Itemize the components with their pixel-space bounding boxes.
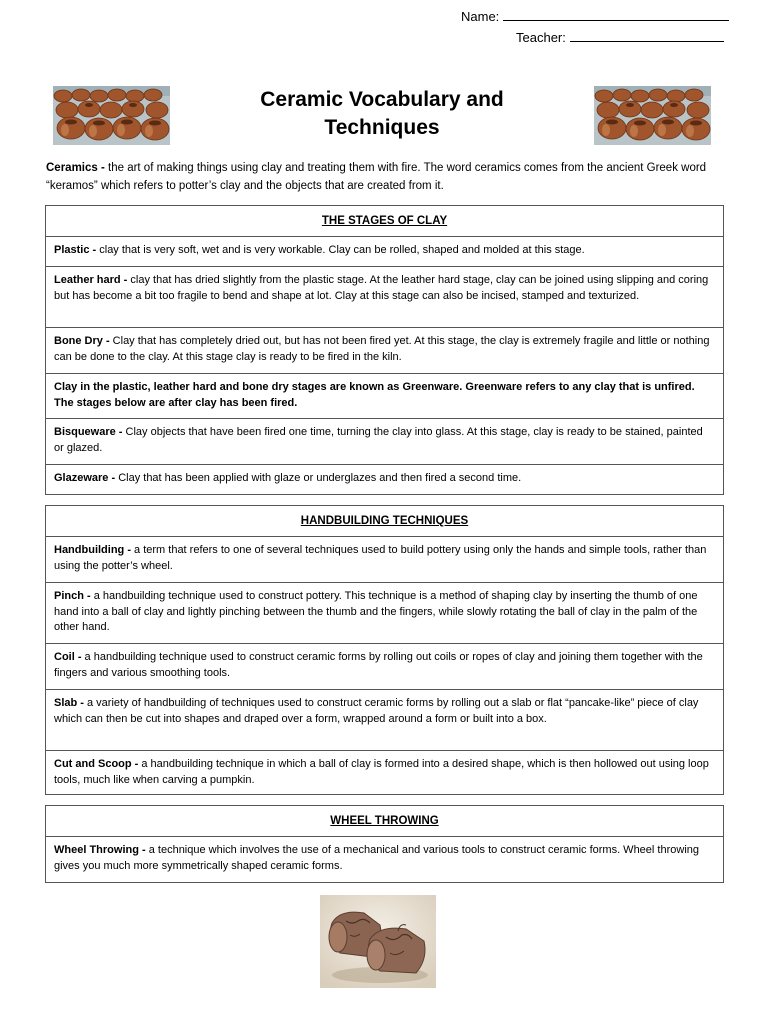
pinch-term: Pinch - — [54, 590, 91, 602]
slab-row — [46, 690, 723, 751]
bisqueware-term: Bisqueware - — [54, 426, 123, 438]
plastic-term: Plastic - — [54, 244, 97, 256]
wheel-throwing-table — [45, 805, 724, 883]
bone-dry-text: Clay that has completely dried out, but has not been fired yet. At this stage, the clay is extremely fragile and little or nothing can be done to the clay. At this stage clay is ready to be fired in the kiln. — [54, 335, 710, 363]
leather-hard-row — [46, 267, 723, 328]
pottery-photo-left — [53, 86, 170, 145]
slab-term: Slab - — [54, 697, 84, 709]
stages-heading: THE STAGES OF CLAY — [46, 206, 723, 237]
plastic-text: clay that is very soft, wet and is very workable. Clay can be rolled, shaped and molded at this stage. — [96, 244, 585, 256]
ceramics-term: Ceramics - — [46, 162, 105, 174]
name-blank[interactable] — [503, 8, 729, 21]
wheel-throwing-text: a technique which involves the use of a mechanical and various tools to construct ceramic forms. Wheel throwing gives you much more symmetrically shaped ceramic forms. — [54, 844, 699, 872]
handbuilding-row — [46, 537, 723, 583]
cut-and-scoop-row — [46, 751, 723, 795]
pinch-text: a handbuilding technique used to construct pottery. This technique is a method of shaping clay by inserting the thumb of one hand into a ball of clay and lightly pinching between the thumb and the fingers, while slowly rotating the ball of clay in the palm of the other hand. — [54, 590, 698, 633]
handbuilding-techniques-table — [45, 505, 724, 795]
handbuilding-term: Handbuilding - — [54, 544, 131, 556]
bisqueware-text: Clay objects that have been fired one time, turning the clay into glass. At this stage, clay is ready to be stained, painted or glazed. — [54, 426, 703, 454]
ceramics-text: the art of making things using clay and treating them with fire. The word ceramics comes from the ancient Greek word “keramos” which refers to potter’s clay and the objects that are created from it. — [46, 162, 707, 192]
glazeware-term: Glazeware - — [54, 472, 116, 484]
glazeware-row — [46, 465, 723, 494]
wheel-heading: WHEEL THROWING — [46, 806, 723, 837]
plastic-row — [46, 237, 723, 267]
greenware-note: Clay in the plastic, leather hard and bone dry stages are known as Greenware. Greenware refers to any clay that is unfired. The stages below are after clay has been fired. — [54, 381, 695, 409]
coil-text: a handbuilding technique used to construct ceramic forms by rolling out coils or ropes of clay and joining them together with the fingers and various smoothing tools. — [54, 651, 703, 679]
handbuilding-heading: HANDBUILDING TECHNIQUES — [46, 506, 723, 537]
teacher-label: Teacher: — [516, 30, 566, 45]
cut-and-scoop-term: Cut and Scoop - — [54, 758, 139, 770]
title-line-1: Ceramic Vocabulary and — [260, 88, 504, 111]
coil-term: Coil - — [54, 651, 82, 663]
ceramics-definition — [46, 159, 726, 195]
stages-of-clay-table — [45, 205, 724, 495]
leather-hard-text: clay that has dried slightly from the plastic stage. At the leather hard stage, clay can be joined using slipping and coring but has become a bit too fragile to bend and shape at lot. Clay at this stage can also be incised, stamped and texturized. — [54, 274, 709, 302]
name-field[interactable] — [461, 8, 729, 25]
handbuilding-text: a term that refers to one of several techniques used to build pottery using only the hands and simple tools, rather than using the potter’s wheel. — [54, 544, 707, 572]
wheel-throwing-term: Wheel Throwing - — [54, 844, 146, 856]
page-title — [200, 86, 564, 142]
teacher-field[interactable] — [516, 29, 724, 46]
title-line-2: Techniques — [324, 116, 440, 139]
bone-dry-term: Bone Dry - — [54, 335, 110, 347]
clay-sculpture-photo — [320, 895, 436, 988]
name-label: Name: — [461, 9, 500, 24]
greenware-note-row — [46, 374, 723, 419]
wheel-throwing-row — [46, 837, 723, 883]
slab-text: a variety of handbuilding of techniques used to construct ceramic forms by rolling out a slab or flat “pancake-like” piece of clay which can then be cut into shapes and draped over a form, wrapped around a form or built into a box. — [54, 697, 699, 725]
glazeware-text: Clay that has been applied with glaze or underglazes and then fired a second time. — [115, 472, 522, 484]
coil-row — [46, 644, 723, 690]
pinch-row — [46, 583, 723, 644]
pottery-photo-right — [594, 86, 711, 145]
teacher-blank[interactable] — [570, 29, 724, 42]
leather-hard-term: Leather hard - — [54, 274, 128, 286]
bisqueware-row — [46, 419, 723, 465]
cut-and-scoop-text: a handbuilding technique in which a ball of clay is formed into a desired shape, which is then hollowed out using loop tools, much like when carving a pumpkin. — [54, 758, 709, 786]
bone-dry-row — [46, 328, 723, 374]
